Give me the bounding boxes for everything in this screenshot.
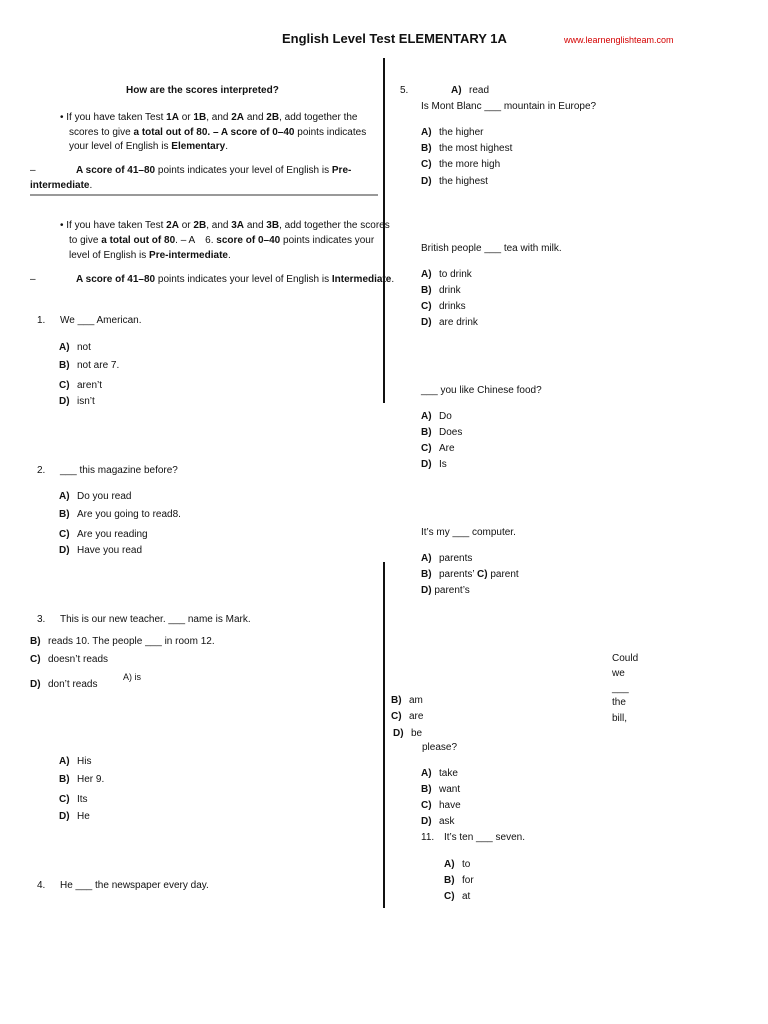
stray-option-d[interactable]: D) don’t reads <box>30 679 98 690</box>
dash-marker-2: – <box>30 274 36 285</box>
scores-heading: How are the scores interpreted? <box>126 85 279 96</box>
q1-option-c[interactable]: C) aren’t <box>59 380 103 391</box>
scores-bullet-2-line-3: level of English is Pre-intermediate. <box>69 250 231 261</box>
question-8-text: It’s my ___ computer. <box>421 527 516 538</box>
q7-option-d[interactable]: D) Is <box>421 459 447 470</box>
q9-side-word-3: ___ <box>612 683 629 694</box>
stray-option-a[interactable]: A) is <box>123 672 141 682</box>
scores-result-1-line-2: intermediate. <box>30 180 93 191</box>
q9-side-word-1: Could <box>612 653 639 664</box>
q7-option-c[interactable]: C) Are <box>421 443 455 454</box>
scores-bullet-1-line-3: your level of English is Elementary. <box>69 141 228 152</box>
question-11-text: It’s ten ___ seven. <box>444 832 525 843</box>
q7-option-a[interactable]: A) Do <box>421 411 452 422</box>
stray-right-option-c[interactable]: C) are <box>391 711 424 722</box>
q8-option-d[interactable]: D) parent’s <box>421 585 470 596</box>
q6-option-c[interactable]: C) drinks <box>421 301 466 312</box>
q1-option-b[interactable]: B) not are 7. <box>59 360 120 371</box>
question-6-text: British people ___ tea with milk. <box>421 243 562 254</box>
q9-option-c[interactable]: C) have <box>421 800 461 811</box>
q2-option-b[interactable]: B) Are you going to read8. <box>59 509 181 520</box>
scores-bullet-2-line-1: • If you have taken Test 2A or 2B, and 3A and 3B, add together the scores <box>60 220 390 231</box>
q1-option-a[interactable]: A) not <box>59 342 91 353</box>
scores-bullet-2-line-2: to give a total out of 80. – A 6. score of 0–40 points indicates your <box>69 235 375 246</box>
stray-right-option-d[interactable]: D) be <box>393 728 423 739</box>
question-4-number: 4. <box>37 880 46 891</box>
question-5-number: 5. <box>400 85 409 96</box>
scores-result-1-line-1: A score of 41–80 points indicates your level of English is Pre- <box>76 165 352 176</box>
section-divider <box>30 194 378 196</box>
q3-option-c[interactable]: C) Its <box>59 794 88 805</box>
q6-option-a[interactable]: A) to drink <box>421 269 472 280</box>
question-2-text: ___ this magazine before? <box>60 465 178 476</box>
question-3-text: This is our new teacher. ___ name is Mark. <box>60 614 251 625</box>
q8-option-b-c[interactable]: B) parents’ C) parent <box>421 569 519 580</box>
q3-option-a[interactable]: A) His <box>59 756 92 767</box>
q7-option-b[interactable]: B) Does <box>421 427 463 438</box>
q9-side-word-5: bill, <box>612 713 628 724</box>
q9-option-d[interactable]: D) ask <box>421 816 455 827</box>
q9-option-b[interactable]: B) want <box>421 784 461 795</box>
column-divider-bottom <box>383 562 385 908</box>
q3-option-d[interactable]: D) He <box>59 811 90 822</box>
q11-option-c[interactable]: C) at <box>444 891 471 902</box>
q2-option-c[interactable]: C) Are you reading <box>59 529 148 540</box>
question-7-text: ___ you like Chinese food? <box>421 385 542 396</box>
dash-marker-1: – <box>30 165 36 176</box>
q2-option-d[interactable]: D) Have you read <box>59 545 143 556</box>
q5-option-c[interactable]: C) the more high <box>421 159 501 170</box>
question-2-number: 2. <box>37 465 46 476</box>
q9-option-a[interactable]: A) take <box>421 768 458 779</box>
q9-side-word-4: the <box>612 697 626 708</box>
site-url: www.learnenglishteam.com <box>564 35 674 45</box>
scores-result-2: A score of 41–80 points indicates your level of English is Intermediate. <box>76 274 395 285</box>
page-title: English Level Test ELEMENTARY 1A <box>282 31 507 46</box>
q11-option-a[interactable]: A) to <box>444 859 471 870</box>
question-1-text: We ___ American. <box>60 315 142 326</box>
q6-option-d[interactable]: D) are drink <box>421 317 478 328</box>
q2-option-a[interactable]: A) Do you read <box>59 491 132 502</box>
stray-option-c[interactable]: C) doesn’t reads <box>30 654 109 665</box>
question-4-text: He ___ the newspaper every day. <box>60 880 209 891</box>
question-3-number: 3. <box>37 614 46 625</box>
stray-option-b[interactable]: B) reads 10. The people ___ in room 12. <box>30 636 215 647</box>
q9-side-word-2: we <box>612 668 625 679</box>
q6-option-b[interactable]: B) drink <box>421 285 461 296</box>
q5-option-d[interactable]: D) the highest <box>421 176 488 187</box>
scores-bullet-1-line-2: scores to give a total out of 80. – A score of 0–40 points indicates <box>69 127 367 138</box>
q3-option-b[interactable]: B) Her 9. <box>59 774 105 785</box>
question-11-number: 11. <box>421 832 435 843</box>
q8-option-a[interactable]: A) parents <box>421 553 473 564</box>
question-1-number: 1. <box>37 315 46 326</box>
q1-option-d[interactable]: D) isn’t <box>59 396 95 407</box>
scores-bullet-1-line-1: • If you have taken Test 1A or 1B, and 2A and 2B, add together the <box>60 112 358 123</box>
q9-please: please? <box>422 742 458 753</box>
question-5-text: Is Mont Blanc ___ mountain in Europe? <box>421 101 597 112</box>
q5-option-b[interactable]: B) the most highest <box>421 143 513 154</box>
q5-option-a[interactable]: A) the higher <box>421 127 484 138</box>
stray-right-option-b[interactable]: B) am <box>391 695 423 706</box>
q11-option-b[interactable]: B) for <box>444 875 474 886</box>
q4-option-a-read[interactable]: A) read <box>451 85 490 96</box>
